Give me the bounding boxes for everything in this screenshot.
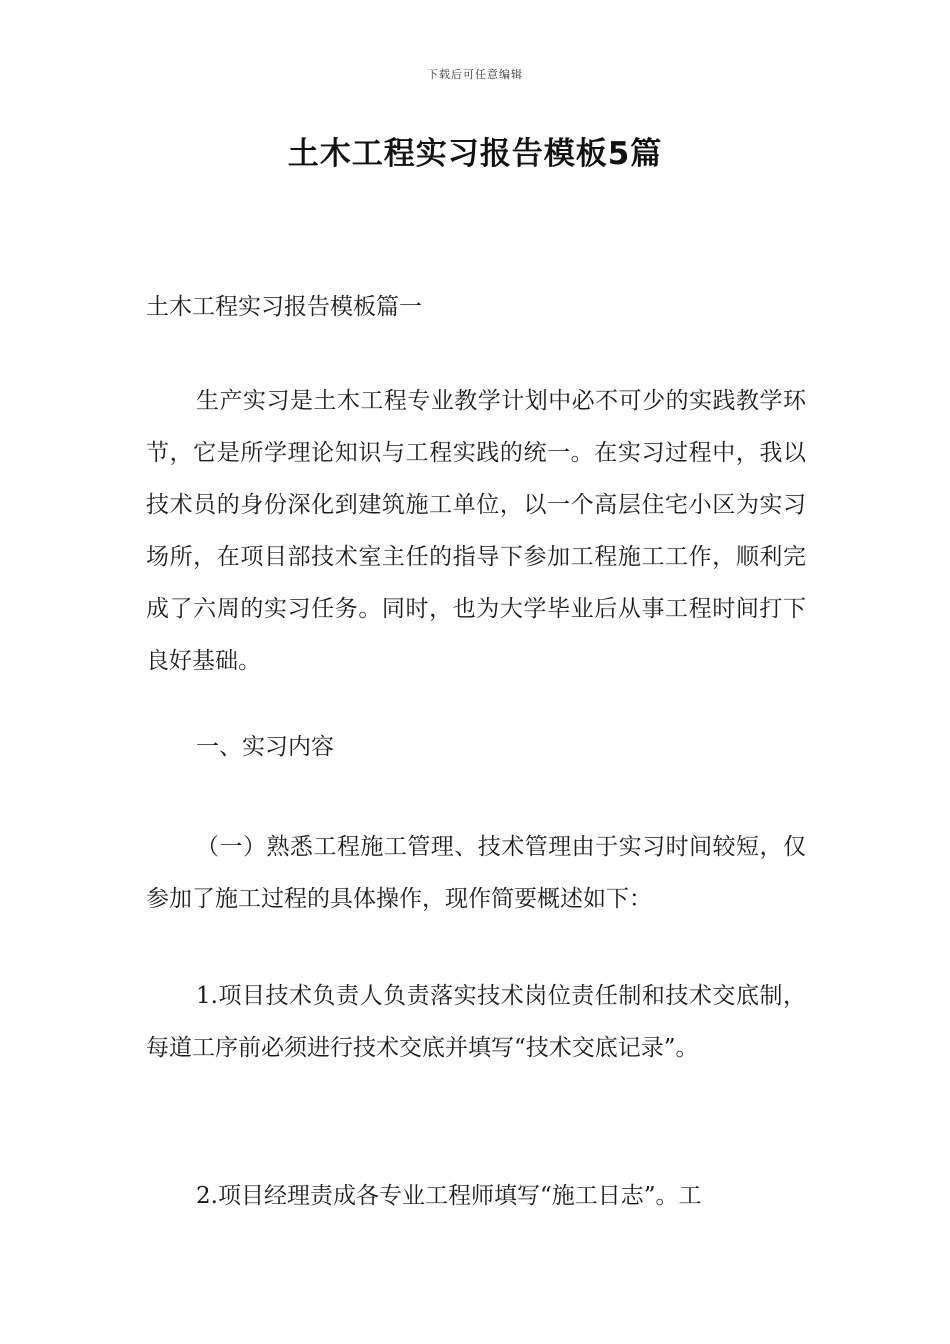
intro-paragraph: 生产实习是土木工程专业教学计划中必不可少的实践教学环节，它是所学理论知识与工程实践的统一。在实习过程中，我以技术员的身份深化到建筑施工单位，以一个高层住宅小区为实习场所，在项目部技术室主任的指导下参加工程施工工作，顺利完成了六周的实习任务。同时，也为大学毕业后从事工程时间打下良好基础。 (146, 388, 806, 674)
list-item-1: 1.项目技术负责人负责落实技术岗位责任制和技术交底制，每道工序前必须进行技术交底并填写“技术交底记录”。 (146, 983, 806, 1061)
document-title: 土木工程实习报告模板5篇 (287, 136, 663, 172)
heading-practice-content: 一、实习内容 (196, 734, 334, 760)
header-note: 下载后可任意编辑 (427, 68, 523, 81)
subsection-paragraph: （一）熟悉工程施工管理、技术管理由于实习时间较短，仅参加了施工过程的具体操作，现作简要概述如下： (146, 834, 806, 912)
section-title: 土木工程实习报告模板篇一 (146, 294, 422, 320)
list-item-2: 2.项目经理责成各专业工程师填写“施工日志”。工 (196, 1183, 702, 1209)
